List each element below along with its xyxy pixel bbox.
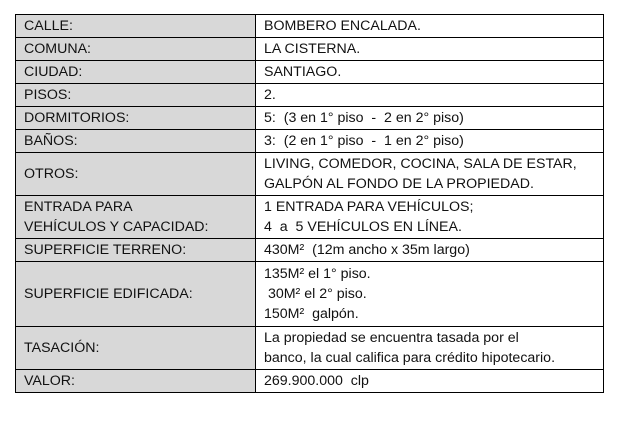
table-row-superficie-edificada: [16, 262, 604, 327]
table-row-banos: [16, 130, 604, 153]
row-value: 430M² (12m ancho x 35m largo): [256, 239, 604, 262]
row-label: SUPERFICIE TERRENO:: [16, 239, 256, 262]
table-row-pisos: [16, 84, 604, 107]
table-row-valor: [16, 370, 604, 393]
row-value: 269.900.000 clp: [256, 370, 604, 393]
table-row-comuna: [16, 38, 604, 61]
table-row-entrada-vehiculos: [16, 196, 604, 239]
row-label: OTROS:: [16, 153, 256, 196]
row-value: 3: (2 en 1° piso - 1 en 2° piso): [256, 130, 604, 153]
row-label: COMUNA:: [16, 38, 256, 61]
row-value: La propiedad se encuentra tasada por el banco, la cual califica para crédito hipotecario.: [256, 327, 604, 370]
row-value: 135M² el 1° piso. 30M² el 2° piso. 150M² galpón.: [256, 262, 604, 327]
table-row-tasacion: [16, 327, 604, 370]
row-value: 2.: [256, 84, 604, 107]
row-value: 1 ENTRADA PARA VEHÍCULOS; 4 a 5 VEHÍCULOS EN LÍNEA.: [256, 196, 604, 239]
row-label: BAÑOS:: [16, 130, 256, 153]
row-value: SANTIAGO.: [256, 61, 604, 84]
row-label: PISOS:: [16, 84, 256, 107]
table-row-dormitorios: [16, 107, 604, 130]
table-row-superficie-terreno: [16, 239, 604, 262]
row-label: CALLE:: [16, 15, 256, 38]
table-row-calle: [16, 15, 604, 38]
row-value: 5: (3 en 1° piso - 2 en 2° piso): [256, 107, 604, 130]
property-details-document: [15, 14, 604, 393]
row-label: DORMITORIOS:: [16, 107, 256, 130]
row-value: LIVING, COMEDOR, COCINA, SALA DE ESTAR, GALPÓN AL FONDO DE LA PROPIEDAD.: [256, 153, 604, 196]
table-row-ciudad: [16, 61, 604, 84]
row-label: VALOR:: [16, 370, 256, 393]
row-label: CIUDAD:: [16, 61, 256, 84]
row-label: SUPERFICIE EDIFICADA:: [16, 262, 256, 327]
row-label: ENTRADA PARA VEHÍCULOS Y CAPACIDAD:: [16, 196, 256, 239]
row-value: LA CISTERNA.: [256, 38, 604, 61]
row-value: BOMBERO ENCALADA.: [256, 15, 604, 38]
property-details-table: [15, 14, 604, 393]
table-row-otros: [16, 153, 604, 196]
row-label: TASACIÓN:: [16, 327, 256, 370]
